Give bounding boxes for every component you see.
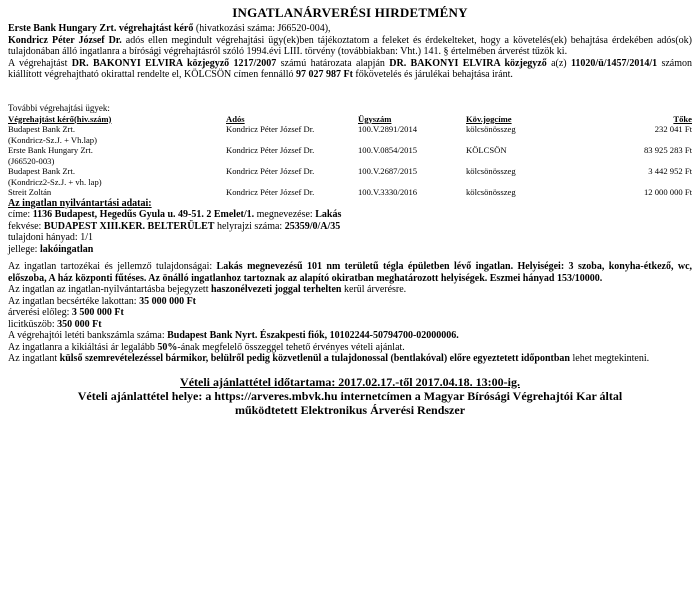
enf-text-1: A végrehajtást: [8, 57, 72, 69]
registry-share-line: [8, 232, 692, 244]
registry-section: [8, 198, 692, 256]
creditor-name: Erste Bank Hungary Zrt.: [8, 145, 93, 155]
cell-amount: 232 041 Ft: [654, 124, 692, 134]
cell-creditor: [8, 166, 226, 187]
footer: [8, 375, 692, 417]
bank-value: Budapest Bank Nyrt. Északpesti fiók, 10102244-50794700-02000006.: [167, 330, 459, 341]
creditor-ref: (hivatkozási száma: J66520-004),: [193, 23, 331, 34]
other-cases-heading: További végrehajtási ügyek:: [8, 102, 110, 113]
description-text: Lakás megnevezésű 101 nm területű tégla épületben lévő ingatlan. Helyiségei: 3 szoba, konyha-étkező, wc, előszoba, A ház központi fűtéses. Az önálló ingatlanhoz tartoznak az alapító okiratban meghatározott helyiségek. Eszmei hányad 153/10000.: [8, 261, 693, 284]
viewing-line: [8, 353, 692, 365]
cell-amount: 12 000 000 Ft: [644, 187, 692, 197]
cell-title: KÖLCSÖN: [466, 145, 507, 155]
share-value: 1/1: [80, 232, 93, 243]
bailiff-name: Kondricz Péter József Dr.: [8, 34, 122, 46]
creditor-name: Budapest Bank Zrt.: [8, 124, 76, 134]
registry-address-line: [8, 209, 692, 221]
usufruct-bold: haszonélvezeti joggal terhelten: [210, 284, 342, 295]
nature-value: lakóingatlan: [39, 243, 94, 255]
enf-text-3: a(z): [546, 57, 571, 69]
min-text-2: -ának megfelelő összeggel tehető érvényes vételi ajánlat.: [177, 341, 405, 353]
table-row: [8, 166, 692, 187]
increment-amount: 350 000 Ft: [57, 318, 102, 330]
min-text-1: Az ingatlanra a kikiáltási ár legalább: [8, 341, 158, 353]
cell-case: 100.V.3330/2016: [358, 187, 418, 197]
registry-heading: Az ingatlan nyilvántartási adatai:: [8, 197, 152, 209]
intro-paragraph: [8, 23, 692, 58]
details-section: [8, 284, 692, 365]
cell-debtor: Kondricz Péter József Dr.: [226, 187, 315, 197]
view-bold: külső szemrevételezéssel bármikor, belülről pedig közvetlenül a tulajdonossal (bentlakóval) előre egyeztetett időpontban: [59, 353, 570, 364]
cell-title: kölcsönösszeg: [466, 187, 516, 197]
cell-amount: 83 925 283 Ft: [644, 145, 692, 155]
col-header-case: Ügyszám: [358, 113, 392, 124]
usufruct-text-1: Az ingatlan az ingatlan-nyilvántartásba bejegyzett: [8, 284, 211, 295]
description-paragraph: [8, 261, 692, 284]
cell-amount: 3 442 952 Ft: [648, 166, 692, 176]
enf-bold-3: 11020/ü/1457/2014/1: [570, 57, 658, 69]
view-text-1: Az ingatlant: [8, 353, 60, 364]
table-row: [8, 187, 692, 198]
value-line: [8, 296, 692, 308]
col-header-creditor: Végrehajtást kérő(hiv.szám): [8, 113, 112, 124]
cell-debtor: Kondricz Péter József Dr.: [226, 124, 315, 134]
notice-title: INGATLANÁRVERÉSI HIRDETMÉNY: [232, 5, 468, 20]
deposit-label: árverési előleg:: [8, 307, 72, 318]
cell-case: 100.V.0854/2015: [358, 145, 418, 155]
table-header-row: [8, 114, 692, 125]
creditor-ref: (J66520-003): [8, 155, 55, 166]
cell-creditor: [8, 124, 226, 145]
offer-place-line1: Vételi ajánlattétel helye: a https://arveres.mbvk.hu internetcímen a Magyar Bírósági Végrehajtói Kar által: [77, 388, 623, 403]
enf-bold-4: 97 027 987 Ft: [295, 69, 353, 80]
share-label: tulajdoni hányad:: [8, 232, 81, 243]
increment-label: licitküszöb:: [8, 318, 58, 330]
cell-creditor: Streit Zoltán: [8, 187, 52, 197]
creditor-name: Budapest Bank Zrt.: [8, 166, 76, 176]
enf-bold-2: DR. BAKONYI ELVIRA közjegyző: [389, 57, 547, 69]
table-row: [8, 124, 692, 145]
enforcement-paragraph: [8, 58, 692, 81]
designation-value: Lakás: [315, 209, 342, 220]
col-header-title: Köv.jogcíme: [466, 113, 512, 124]
cell-case: 100.V.2687/2015: [358, 166, 418, 176]
deposit-amount: 3 500 000 Ft: [71, 307, 124, 318]
usufruct-text-2: kerül árverésre.: [341, 284, 407, 295]
min-bold: 50%: [157, 341, 178, 353]
address-value: 1136 Budapest, Hegedűs Gyula u. 49-51. 2 Emelet/1.: [32, 209, 255, 220]
other-cases-table: [8, 114, 692, 198]
bank-label: A végrehajtói letéti bankszámla száma:: [8, 330, 168, 341]
cell-creditor: [8, 145, 226, 166]
creditor-ref: (Kondricz2-Sz.J. + vh. lap): [8, 176, 102, 187]
creditor-name: Erste Bank Hungary Zrt. végrehajtást kérő: [8, 23, 194, 34]
offer-place-line2: működtetett Elektronikus Árverési Rendszer: [234, 402, 466, 417]
creditor-ref: (Kondricz-Sz.J. + Vh.lap): [8, 134, 97, 145]
col-header-debtor: Adós: [226, 113, 245, 124]
value-amount: 35 000 000 Ft: [139, 295, 197, 307]
value-label: Az ingatlan becsértéke lakottan:: [8, 295, 140, 307]
enf-bold-1: DR. BAKONYI ELVIRA közjegyző 1217/2007: [71, 57, 277, 69]
location-label: fekvése:: [8, 220, 44, 232]
enf-text-2: számú határozata alapján: [276, 57, 390, 69]
enf-text-5: főkövetelés és járulékai behajtása iránt.: [352, 69, 513, 80]
cell-debtor: Kondricz Péter József Dr.: [226, 145, 315, 155]
cell-title: kölcsönösszeg: [466, 124, 516, 134]
cell-debtor: Kondricz Péter József Dr.: [226, 166, 315, 176]
view-text-2: lehet megtekinteni.: [570, 353, 650, 364]
usufruct-line: [8, 284, 692, 296]
registry-location-line: [8, 221, 692, 233]
location-value: BUDAPEST XIII.KER. BELTERÜLET: [43, 220, 215, 232]
intro-text: adós ellen megindult végrehajtási ügy(ek)ben tájékoztatom a feleket és érdekelteket, hogy a követelés(ek) behajtása érdekében adós(ok) tulajdonában álló ingatlanra a bírósági végrehajtásról szóló 1994.évi LIII. törvény (továbbiakban: Vht.) 141. § értelmében árverést tűzök ki.: [8, 34, 692, 57]
cell-case: 100.V.2891/2014: [358, 124, 418, 134]
increment-line: [8, 319, 692, 331]
address-label: címe:: [8, 209, 33, 220]
enf-text-4: számon kiállított végrehajtható okirattal rendelte el, KÖLCSÖN címen fennálló: [8, 57, 693, 80]
registry-nature-line: [8, 244, 692, 256]
lot-value: 25359/0/A/35: [284, 220, 341, 232]
cell-title: kölcsönösszeg: [466, 166, 516, 176]
nature-label: jellege:: [8, 243, 40, 255]
deposit-line: [8, 307, 692, 319]
offer-period: Vételi ajánlattétel időtartama: 2017.02.17.-től 2017.04.18. 13:00-ig.: [180, 374, 520, 389]
bank-line: [8, 330, 692, 342]
lot-label: helyrajzi száma:: [214, 220, 285, 232]
table-row: [8, 145, 692, 166]
col-header-amount: Tőke: [673, 113, 692, 124]
designation-label: megnevezése:: [254, 209, 316, 220]
description-label: Az ingatlan tartozékai és jellemző tulajdonságai:: [8, 261, 217, 272]
min-offer-line: [8, 342, 692, 354]
